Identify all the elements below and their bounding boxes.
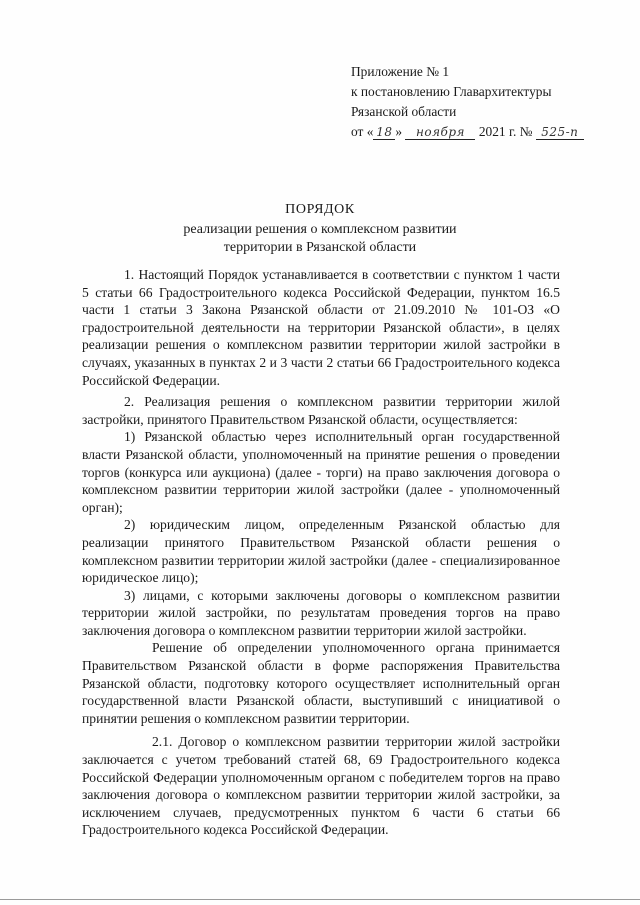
- handwritten-day: 18: [373, 125, 395, 140]
- handwritten-doc-number: 525-п: [536, 125, 584, 140]
- appendix-date-line: [351, 122, 584, 142]
- paragraph-1: 1. Настоящий Порядок устанавливается в соответствии с пунктом 1 части 5 статьи 66 Градостроительного кодекса Российской Федерации, пунктом 16.5 части 1 статьи 3 Закона Рязанской области от 21.09.2010 № 101-ОЗ «О градостроительной деятельности на территории Рязанской области», в целях реализации решения о комплексном развитии территории жилой застройки в случаях, указанных в пунктах 2 и 3 части 2 статьи 66 Градостроительного кодекса Российской Федерации.: [82, 267, 560, 388]
- appendix-region: Рязанской области: [351, 104, 457, 119]
- date-prefix: от «: [351, 124, 374, 139]
- handwritten-month: ноября: [405, 125, 475, 140]
- page-bottom-edge: [0, 899, 640, 900]
- date-year: 2021 г. №: [478, 124, 533, 139]
- subtitle-line-1: реализации решения о комплексном развитии: [183, 222, 457, 237]
- subtitle-line-2: территории в Рязанской области: [223, 240, 417, 255]
- paragraph-2-item-2: 2) юридическим лицом, определенным Рязанской областью для реализации принятого Правительством Рязанской области решения о комплексном развитии территории жилой застройки (далее - специализированное юридическое лицо);: [82, 517, 560, 586]
- paragraph-2-item-3: 3) лицами, с которыми заключены договоры о комплексном развитии территории жилой застройки, по результатам проведения торгов на право заключения договора о комплексном развитии территории жилой застройки.: [82, 587, 560, 638]
- paragraph-2-1: 2.1. Договор о комплексном развитии территории жилой застройки заключается с учетом требований статей 68, 69 Градостроительного кодекса Российской Федерации уполномоченным органом с победителем торгов на право заключения договора о комплексном развитии территории жилой застройки, за исключением случаев, предусмотренных пунктом 6 части 6 статьи 66 Градостроительного кодекса Российской Федерации.: [82, 734, 560, 838]
- document-subtitle: [0, 221, 640, 257]
- paragraph-2: 2. Реализация решения о комплексном развитии территории жилой застройки, принятого Правительством Рязанской области, осуществляется:: [82, 394, 560, 427]
- appendix-header: [351, 62, 584, 142]
- date-mid: »: [395, 124, 403, 139]
- document-title: ПОРЯДОК: [285, 202, 355, 217]
- paragraph-2-item-1: 1) Рязанской областью через исполнительный орган государственной власти Рязанской области, уполномоченный на принятие решения о проведении торгов (конкурса или аукциона) (далее - торги) на право заключения договора о комплексном развитии территории жилой застройки (далее - уполномоченный орган);: [82, 429, 560, 515]
- paragraph-decision: Решение об определении уполномоченного органа принимается Правительством Рязанской области в форме распоряжения Правительства Рязанской области, подготовку которого осуществляет исполнительный орган государственной власти Рязанской области, выступивший с инициативой о принятии решения о комплексном развитии территории.: [82, 640, 560, 726]
- appendix-reference: к постановлению Главархитектуры: [351, 84, 552, 99]
- document-body: [82, 266, 560, 839]
- appendix-number: Приложение № 1: [351, 64, 450, 79]
